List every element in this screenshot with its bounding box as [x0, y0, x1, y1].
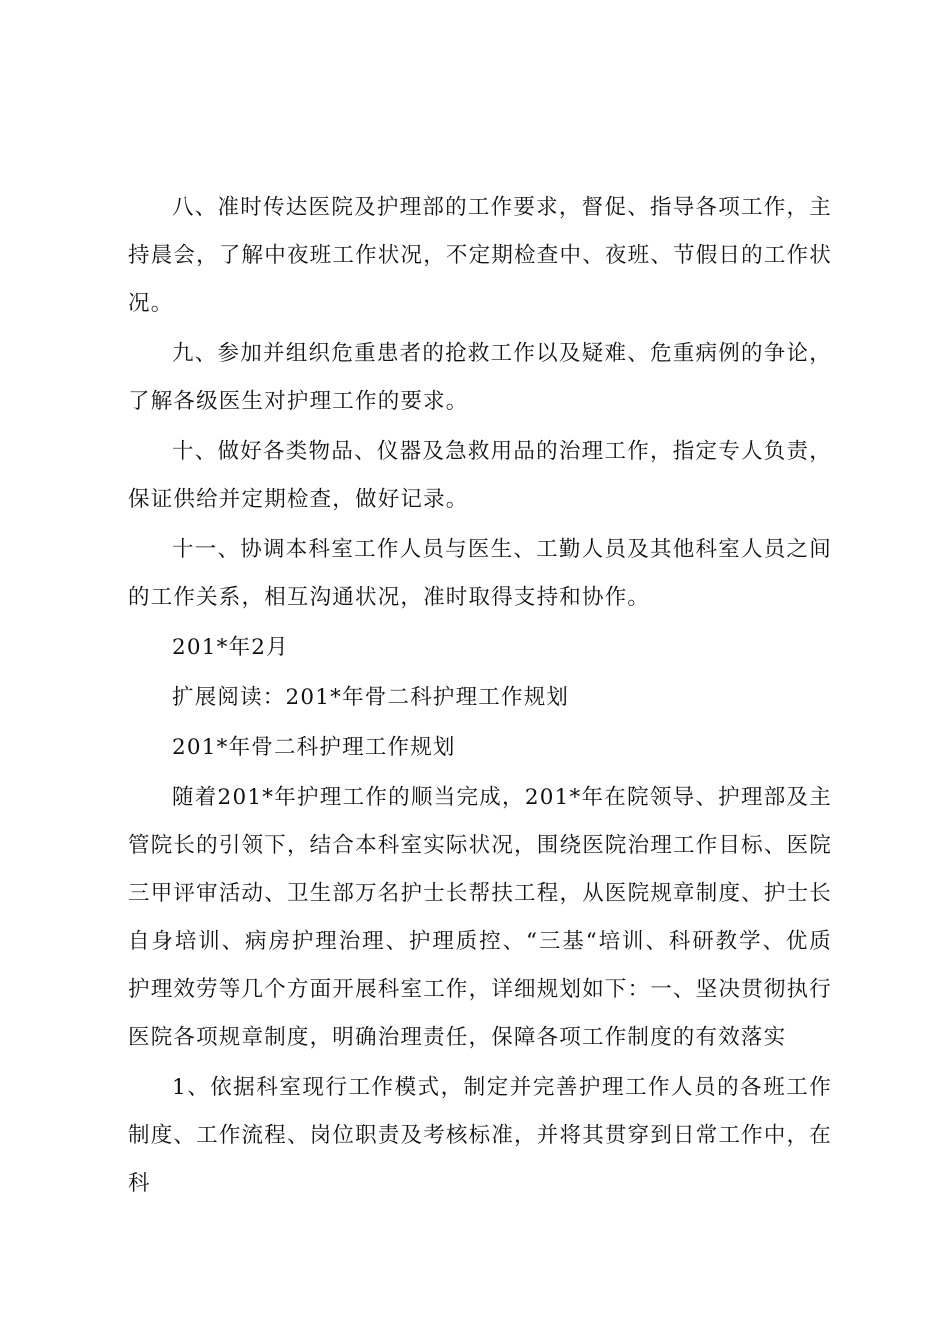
extended-reading-line: 扩展阅读：201*年骨二科护理工作规划 — [172, 685, 570, 710]
plan-item-1-paragraph: 1、依据科室现行工作模式，制定并完善护理工作人员的各班工作制度、工作流程、岗位职责及考核标准，并将其贯穿到日常工作中，在科 — [128, 1075, 832, 1196]
date-line: 201*年2月 — [172, 635, 289, 660]
plan-intro-paragraph: 随着201*年护理工作的顺当完成，201*年在院领导、护理部及主管院长的引领下，结合本科室实际状况，围绕医院治理工作目标、医院三甲评审活动、卫生部万名护士长帮扶工程，从医院规章制度、护士长自身培训、病房护理治理、护理质控、“三基“培训、科研教学、优质护理效劳等几个方面开展科室工作，详细规划如下：一、坚决贯彻执行医院各项规章制度，明确治理责任，保障各项工作制度的有效落实 — [128, 785, 832, 1050]
paragraph-8-duties: 八、准时传达医院及护理部的工作要求，督促、指导各项工作，主持晨会，了解中夜班工作状况，不定期检查中、夜班、节假日的工作状况。 — [128, 195, 832, 316]
document-body — [128, 184, 832, 1208]
paragraph-11-duties: 十一、协调本科室工作人员与医生、工勤人员及其他科室人员之间的工作关系，相互沟通状况，准时取得支持和协作。 — [128, 537, 832, 610]
paragraph-9-duties: 九、参加并组织危重患者的抢救工作以及疑难、危重病例的争论，了解各级医生对护理工作的要求。 — [128, 341, 832, 414]
paragraph-10-duties: 十、做好各类物品、仪器及急救用品的治理工作，指定专人负责，保证供给并定期检查，做好记录。 — [128, 439, 832, 512]
plan-title: 201*年骨二科护理工作规划 — [172, 735, 456, 760]
